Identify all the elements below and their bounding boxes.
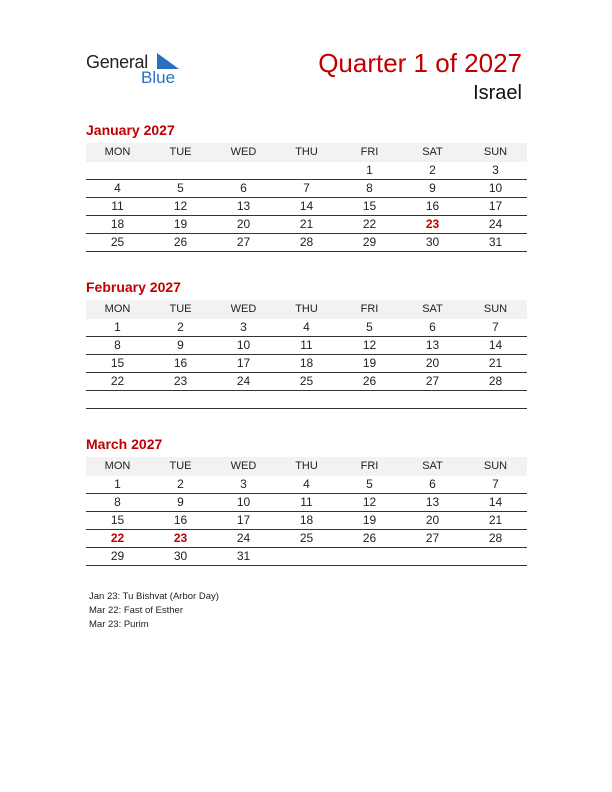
day-cell: 8 [114, 495, 121, 509]
day-cell: 14 [488, 495, 503, 509]
day-cell [275, 391, 338, 408]
day-cell: 10 [236, 338, 251, 352]
weekday-thu: THU [295, 303, 318, 315]
day-cell: 10 [488, 181, 503, 195]
weekday-mon: MON [104, 303, 131, 315]
day-cell: 12 [362, 338, 377, 352]
day-cell: 26 [173, 235, 188, 249]
day-cell: 28 [299, 235, 314, 249]
day-cell: 18 [110, 217, 125, 231]
week-row [86, 180, 527, 198]
week-row [86, 373, 527, 391]
day-cell: 5 [177, 181, 184, 195]
weekday-sat: SAT [422, 146, 443, 158]
day-cell: 12 [362, 495, 377, 509]
day-cell: 5 [366, 477, 373, 491]
day-cell: 3 [240, 320, 247, 334]
day-cell: 14 [488, 338, 503, 352]
day-cell: 8 [114, 338, 121, 352]
day-cell: 4 [303, 477, 310, 491]
week-row [86, 548, 527, 566]
day-cell: 22 [110, 531, 125, 545]
day-cell [275, 162, 338, 179]
day-cell: 27 [236, 235, 251, 249]
day-cell: 24 [236, 374, 251, 388]
day-cell [212, 391, 275, 408]
day-cell: 20 [425, 513, 440, 527]
holiday-notes [89, 590, 219, 632]
weekday-wed: WED [230, 303, 257, 315]
day-cell: 19 [362, 513, 377, 527]
day-cell: 22 [110, 374, 125, 388]
weekday-tue: TUE [169, 303, 192, 315]
day-cell: 5 [366, 320, 373, 334]
day-cell: 25 [299, 531, 314, 545]
weekday-mon: MON [104, 146, 131, 158]
weekday-header [86, 143, 527, 162]
day-cell: 15 [110, 356, 125, 370]
holiday-note: Jan 23: Tu Bishvat (Arbor Day) [89, 591, 219, 602]
day-cell: 11 [300, 338, 313, 352]
day-cell: 23 [425, 217, 440, 231]
weekday-sun: SUN [483, 303, 508, 315]
day-cell: 19 [173, 217, 188, 231]
day-cell: 30 [425, 235, 440, 249]
day-cell: 2 [177, 477, 184, 491]
day-cell: 27 [425, 531, 440, 545]
month-grid [86, 162, 527, 252]
day-cell: 10 [236, 495, 251, 509]
month-title: January 2027 [86, 122, 175, 138]
weekday-sun: SUN [483, 146, 508, 158]
day-cell: 11 [300, 495, 313, 509]
day-cell: 26 [362, 531, 377, 545]
day-cell [275, 548, 338, 565]
day-cell: 1 [366, 163, 373, 177]
day-cell: 7 [303, 181, 310, 195]
week-row [86, 476, 527, 494]
month-title: February 2027 [86, 279, 181, 295]
weekday-sun: SUN [483, 460, 508, 472]
day-cell: 12 [173, 199, 188, 213]
day-cell: 14 [299, 199, 314, 213]
day-cell: 18 [299, 513, 314, 527]
weekday-thu: THU [295, 146, 318, 158]
day-cell: 31 [236, 549, 251, 563]
day-cell: 29 [362, 235, 377, 249]
day-cell: 13 [425, 495, 440, 509]
day-cell: 26 [362, 374, 377, 388]
day-cell [212, 162, 275, 179]
day-cell: 23 [173, 531, 188, 545]
weekday-tue: TUE [169, 460, 192, 472]
day-cell: 17 [236, 513, 251, 527]
week-row [86, 162, 527, 180]
day-cell [149, 391, 212, 408]
logo-blue-text: Blue [141, 68, 176, 87]
day-cell [401, 391, 464, 408]
day-cell: 9 [177, 338, 184, 352]
day-cell: 18 [299, 356, 314, 370]
day-cell [464, 391, 527, 408]
week-row [86, 355, 527, 373]
day-cell: 2 [177, 320, 184, 334]
day-cell: 13 [425, 338, 440, 352]
day-cell: 13 [236, 199, 251, 213]
day-cell: 19 [362, 356, 377, 370]
day-cell: 23 [173, 374, 188, 388]
day-cell: 29 [110, 549, 125, 563]
holiday-note: Mar 22: Fast of Esther [89, 605, 183, 616]
week-row [86, 391, 527, 409]
day-cell: 2 [429, 163, 436, 177]
weekday-fri: FRI [360, 146, 379, 158]
day-cell: 16 [173, 356, 188, 370]
day-cell: 28 [488, 374, 503, 388]
day-cell [86, 162, 149, 179]
weekday-sat: SAT [422, 303, 443, 315]
day-cell [338, 391, 401, 408]
day-cell: 17 [236, 356, 251, 370]
day-cell: 8 [366, 181, 373, 195]
day-cell: 20 [236, 217, 251, 231]
day-cell: 3 [492, 163, 499, 177]
week-row [86, 512, 527, 530]
month-grid [86, 319, 527, 409]
weekday-mon: MON [104, 460, 131, 472]
day-cell: 25 [299, 374, 314, 388]
day-cell: 15 [362, 199, 377, 213]
day-cell: 4 [303, 320, 310, 334]
week-row [86, 494, 527, 512]
logo-general-text: General [86, 52, 148, 72]
week-row [86, 234, 527, 252]
day-cell [338, 548, 401, 565]
day-cell: 24 [488, 217, 503, 231]
week-row [86, 530, 527, 548]
weekday-thu: THU [295, 460, 318, 472]
day-cell: 21 [488, 513, 503, 527]
day-cell: 27 [425, 374, 440, 388]
day-cell: 30 [173, 549, 188, 563]
day-cell: 22 [362, 217, 377, 231]
weekday-tue: TUE [169, 146, 192, 158]
week-row [86, 337, 527, 355]
month-february [86, 279, 527, 409]
day-cell: 21 [488, 356, 503, 370]
day-cell: 17 [488, 199, 503, 213]
month-january [86, 122, 527, 252]
day-cell: 24 [236, 531, 251, 545]
day-cell: 16 [173, 513, 188, 527]
weekday-wed: WED [230, 146, 257, 158]
week-row [86, 198, 527, 216]
week-row [86, 216, 527, 234]
month-title: March 2027 [86, 436, 163, 452]
day-cell: 7 [492, 477, 499, 491]
day-cell: 31 [488, 235, 503, 249]
day-cell [464, 548, 527, 565]
day-cell: 7 [492, 320, 499, 334]
weekday-header [86, 300, 527, 319]
day-cell: 3 [240, 477, 247, 491]
day-cell: 6 [429, 320, 436, 334]
weekday-fri: FRI [360, 303, 379, 315]
holiday-note: Mar 23: Purim [89, 619, 149, 630]
day-cell: 6 [240, 181, 247, 195]
day-cell [401, 548, 464, 565]
weekday-fri: FRI [360, 460, 379, 472]
day-cell: 11 [111, 199, 124, 213]
day-cell: 9 [429, 181, 436, 195]
day-cell: 1 [114, 320, 121, 334]
month-march [86, 436, 527, 566]
day-cell: 4 [114, 181, 121, 195]
day-cell: 28 [488, 531, 503, 545]
day-cell: 1 [114, 477, 121, 491]
day-cell: 9 [177, 495, 184, 509]
weekday-header [86, 457, 527, 476]
day-cell: 15 [110, 513, 125, 527]
logo-flag-icon [157, 53, 179, 69]
weekday-wed: WED [230, 460, 257, 472]
day-cell: 21 [299, 217, 314, 231]
day-cell: 20 [425, 356, 440, 370]
day-cell: 6 [429, 477, 436, 491]
day-cell: 16 [425, 199, 440, 213]
day-cell [86, 391, 149, 408]
weekday-sat: SAT [422, 460, 443, 472]
logo [86, 50, 196, 90]
week-row [86, 319, 527, 337]
day-cell: 25 [110, 235, 125, 249]
month-grid [86, 476, 527, 566]
day-cell [149, 162, 212, 179]
country-name: Israel [473, 82, 522, 104]
page-title: Quarter 1 of 2027 [318, 48, 522, 78]
